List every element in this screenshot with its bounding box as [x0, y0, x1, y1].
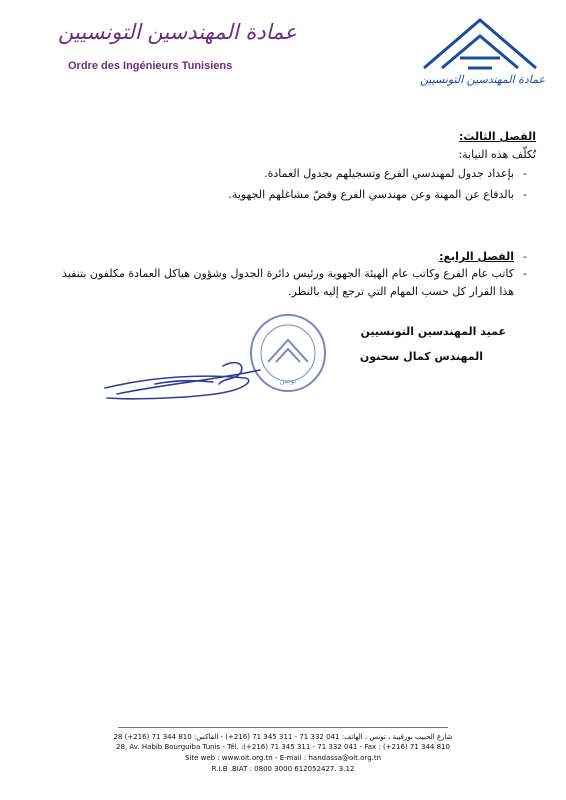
footer-address-arabic: 28 شارع الحبيب بورقيبة ، تونس ، الهاتف: 041 332 71 - 311 345 71 (216+) - الفاكس: 810 344 71 (216+): [113, 733, 453, 741]
section3-title: الفصل الثالث:: [459, 130, 536, 143]
section3-item-2: -بالدفاع عن المهنة وعن مهندسي الفرع وفضّ مشاغلهم الجهوية.: [228, 186, 536, 203]
footer-rib: R.I.B .BIAT : 0800 3000 612052427. 3.12: [211, 765, 355, 773]
signature-title: عميد المهندسين التونسيين: [360, 325, 506, 338]
bullet-dash: -: [523, 267, 527, 280]
footer-address-french: 28, Av. Habib Bourguiba Tunis - Tél. :(+216) 71 345 311 - 71 332 041 - Fax : (+216) 71 344 810: [116, 743, 450, 751]
logo-caption: عمادة المهندسين التونسيين: [420, 73, 546, 86]
footer-divider: [118, 727, 448, 728]
signature-name: المهندس كمال سحنون: [359, 350, 483, 363]
section4-title: الفصل الرابع:: [439, 250, 514, 263]
section4-line-2: هذا القرار كل حسب المهام التي ترجع إليه بالنظر.: [288, 285, 514, 298]
org-name-french: Ordre des Ingénieurs Tunisiens: [68, 60, 233, 72]
section4-title-row: [439, 248, 536, 265]
bullet-dash: -: [523, 188, 527, 201]
section3-item-1: -بإعداد جدول لمهندسي الفرع وتسجيلهم بجدول العمادة.: [264, 165, 536, 182]
section3-intro: تُكلّف هذه النيابة:: [458, 148, 536, 161]
handwritten-signature-icon: [95, 340, 265, 410]
bullet-dash: -: [523, 250, 527, 263]
org-name-arabic: عمادة المهندسين التونسيين: [58, 20, 297, 44]
section4-line-1: -كاتب عام الفرع وكاتب عام الهيئة الجهوية ورئيس دائرة الجدول وشؤون هياكل العمادة مكلفون بتنفيذ: [62, 265, 536, 282]
footer-web-email: Site web : www.oit.org.tn - E-mail : handassa@oit.org.tn: [184, 754, 382, 762]
bullet-dash: -: [523, 167, 527, 180]
oit-logo-icon: [420, 12, 540, 82]
stamp-label: تونس: [279, 377, 297, 385]
